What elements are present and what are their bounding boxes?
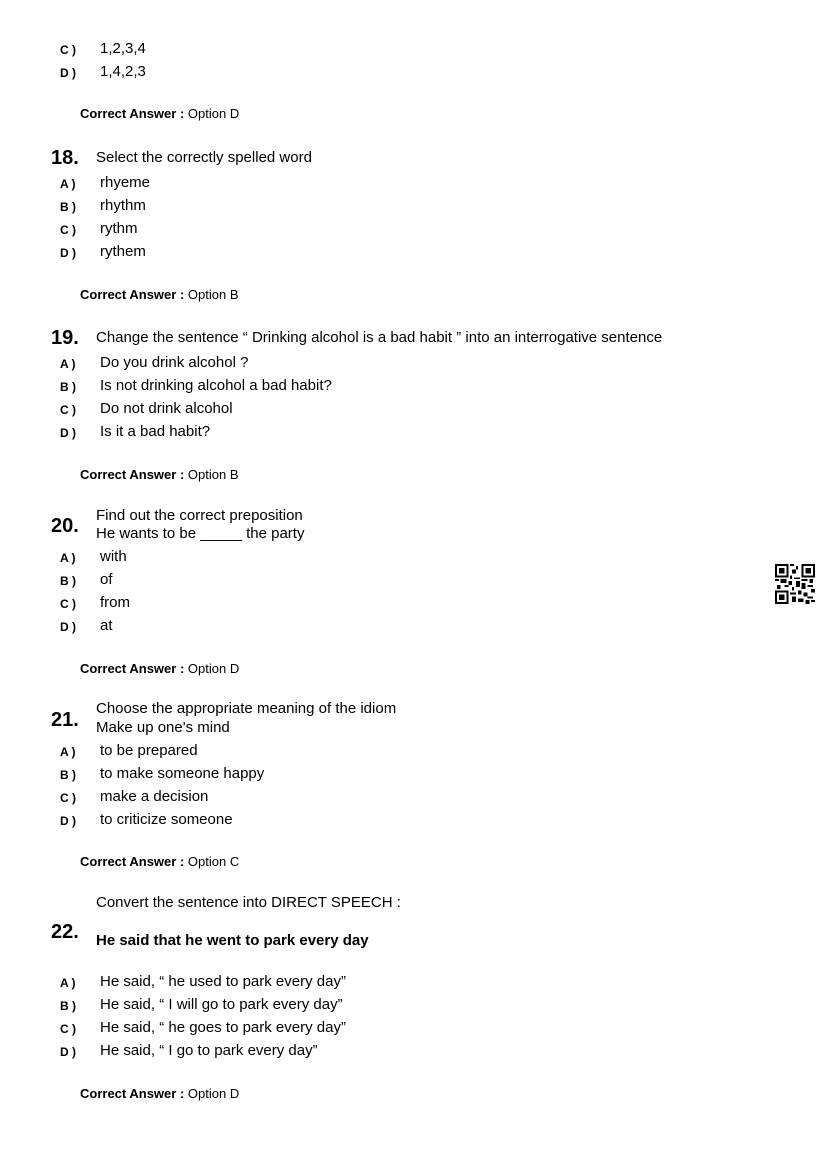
correct-answer [80, 1086, 239, 1101]
option-label: C ) [60, 43, 76, 57]
option-text: He said, “ he goes to park every day” [100, 1019, 346, 1036]
question-text: Choose the appropriate meaning of the idiom [96, 700, 397, 717]
option-text: make a decision [100, 788, 209, 805]
question-text: Change the sentence “ Drinking alcohol is a bad habit ” into an interrogative sentence [96, 329, 663, 346]
option-label: D ) [60, 426, 76, 440]
option-label: B ) [60, 380, 76, 394]
option-label: D ) [60, 620, 76, 634]
option-text: 1,4,2,3 [100, 63, 146, 80]
question-number: 22. [51, 921, 79, 943]
option-label: A ) [60, 976, 76, 990]
option-label: B ) [60, 200, 76, 214]
correct-answer-value: Option D [187, 1086, 240, 1101]
correct-answer-label: Correct Answer : [80, 661, 185, 676]
correct-answer-value: Option D [187, 106, 240, 121]
option-label: C ) [60, 223, 76, 237]
option-text: Do not drink alcohol [100, 400, 233, 417]
option-text: rythem [100, 243, 146, 260]
option-text: rythm [100, 220, 138, 237]
option-label: A ) [60, 745, 76, 759]
option-label: B ) [60, 999, 76, 1013]
option-label: A ) [60, 551, 76, 565]
option-text: from [100, 594, 130, 611]
option-text: Do you drink alcohol ? [100, 354, 249, 371]
option-text: He said, “ I will go to park every day” [100, 996, 343, 1013]
option-label: C ) [60, 597, 76, 611]
option-text: Is it a bad habit? [100, 423, 211, 440]
option-text: rhyeme [100, 174, 151, 191]
option-label: D ) [60, 1045, 76, 1059]
question-text: Select the correctly spelled word [96, 149, 312, 166]
question-text: Make up one's mind [96, 719, 230, 736]
question-text: He wants to be _____ the party [96, 525, 305, 542]
option-text: of [100, 571, 113, 588]
correct-answer-label: Correct Answer : [80, 287, 185, 302]
option-label: D ) [60, 246, 76, 260]
option-label: A ) [60, 357, 76, 371]
option-text: to make someone happy [100, 765, 265, 782]
option-text: at [100, 617, 113, 634]
correct-answer-value: Option D [187, 661, 240, 676]
correct-answer [80, 287, 239, 302]
option-label: B ) [60, 768, 76, 782]
correct-answer-label: Correct Answer : [80, 467, 185, 482]
option-label: C ) [60, 791, 76, 805]
correct-answer [80, 467, 239, 482]
option-text: rhythm [100, 197, 146, 214]
question-number: 20. [51, 515, 79, 537]
correct-answer-value: Option B [187, 287, 239, 302]
question-text: Convert the sentence into DIRECT SPEECH : [96, 894, 401, 911]
option-text: He said, “ he used to park every day” [100, 973, 346, 990]
question-number: 19. [51, 327, 79, 349]
option-text: with [100, 548, 127, 565]
question-text: Find out the correct preposition [96, 507, 303, 524]
question-number: 21. [51, 709, 79, 731]
option-text: to be prepared [100, 742, 198, 759]
question-number: 18. [51, 147, 79, 169]
option-label: D ) [60, 66, 76, 80]
correct-answer [80, 106, 239, 121]
option-label: D ) [60, 814, 76, 828]
correct-answer-label: Correct Answer : [80, 106, 185, 121]
correct-answer [80, 854, 239, 869]
option-label: C ) [60, 1022, 76, 1036]
option-text: He said, “ I go to park every day” [100, 1042, 318, 1059]
option-text: 1,2,3,4 [100, 40, 146, 57]
correct-answer-label: Correct Answer : [80, 1086, 185, 1101]
correct-answer-label: Correct Answer : [80, 854, 185, 869]
option-text: to criticize someone [100, 811, 233, 828]
option-text: Is not drinking alcohol a bad habit? [100, 377, 332, 394]
option-label: B ) [60, 574, 76, 588]
option-label: A ) [60, 177, 76, 191]
option-label: C ) [60, 403, 76, 417]
correct-answer [80, 661, 239, 676]
correct-answer-value: Option B [187, 467, 239, 482]
qr-code-icon [775, 564, 815, 604]
correct-answer-value: Option C [187, 854, 240, 869]
question-statement: He said that he went to park every day [96, 932, 369, 949]
